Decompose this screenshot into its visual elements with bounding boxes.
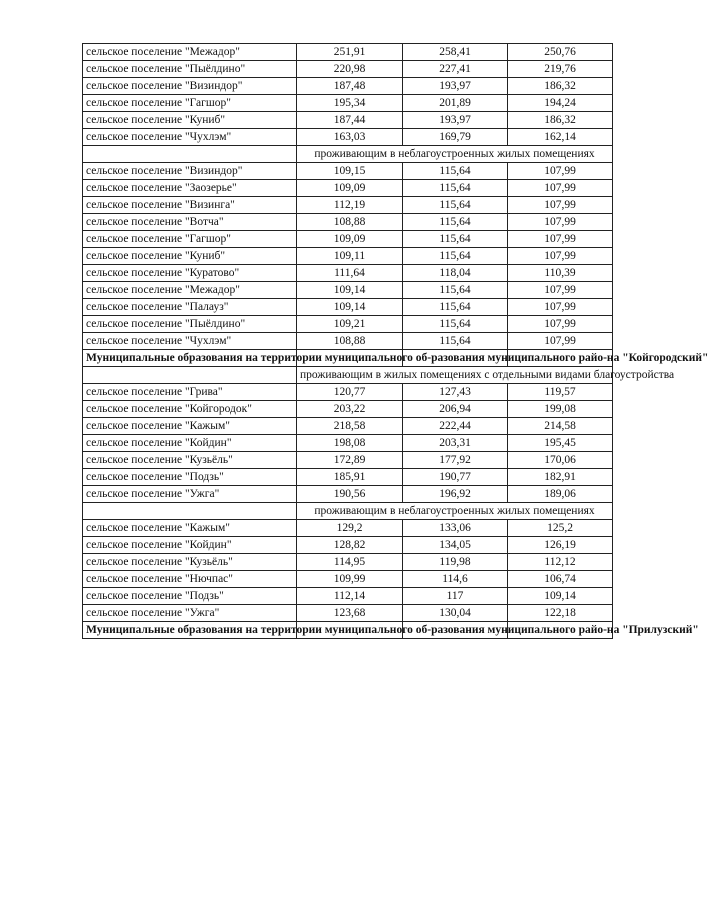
table-row: [83, 129, 613, 146]
settlement-name: сельское поселение "Подзь": [83, 588, 297, 605]
table-row: [83, 78, 613, 95]
value-cell: 115,64: [403, 180, 508, 197]
value-cell: 190,56: [297, 486, 403, 503]
value-cell: 186,32: [508, 112, 613, 129]
value-cell: 109,21: [297, 316, 403, 333]
value-cell: 107,99: [508, 333, 613, 350]
empty-cell: [83, 146, 297, 163]
table-row: [83, 197, 613, 214]
table-row: [83, 605, 613, 622]
table-row: [83, 554, 613, 571]
table-row: [83, 401, 613, 418]
value-cell: 258,41: [403, 44, 508, 61]
value-cell: 107,99: [508, 316, 613, 333]
value-cell: 186,32: [508, 78, 613, 95]
value-cell: 118,04: [403, 265, 508, 282]
table-row: [83, 384, 613, 401]
value-cell: 107,99: [508, 231, 613, 248]
settlement-name: сельское поселение "Грива": [83, 384, 297, 401]
settlement-name: сельское поселение "Межадор": [83, 282, 297, 299]
value-cell: 115,64: [403, 248, 508, 265]
subheader-row: [83, 146, 613, 163]
table-row: [83, 248, 613, 265]
value-cell: 172,89: [297, 452, 403, 469]
value-cell: 119,57: [508, 384, 613, 401]
table-row: [83, 588, 613, 605]
value-cell: 115,64: [403, 333, 508, 350]
settlement-name: сельское поселение "Визинга": [83, 197, 297, 214]
value-cell: 114,6: [403, 571, 508, 588]
value-cell: 129,2: [297, 520, 403, 537]
settlement-name: сельское поселение "Подзь": [83, 469, 297, 486]
value-cell: 187,44: [297, 112, 403, 129]
value-cell: 110,39: [508, 265, 613, 282]
value-cell: 119,98: [403, 554, 508, 571]
value-cell: 115,64: [403, 231, 508, 248]
value-cell: 111,64: [297, 265, 403, 282]
value-cell: 127,43: [403, 384, 508, 401]
value-cell: 206,94: [403, 401, 508, 418]
settlement-name: сельское поселение "Нючпас": [83, 571, 297, 588]
settlement-name: сельское поселение "Койдин": [83, 537, 297, 554]
value-cell: 193,97: [403, 78, 508, 95]
table-row: [83, 469, 613, 486]
settlement-name: сельское поселение "Палауз": [83, 299, 297, 316]
table-row: [83, 520, 613, 537]
value-cell: 203,31: [403, 435, 508, 452]
table-row: [83, 163, 613, 180]
value-cell: 115,64: [403, 197, 508, 214]
value-cell: 250,76: [508, 44, 613, 61]
value-cell: 195,45: [508, 435, 613, 452]
table-row: [83, 333, 613, 350]
value-cell: 199,08: [508, 401, 613, 418]
value-cell: 198,08: [297, 435, 403, 452]
value-cell: 251,91: [297, 44, 403, 61]
value-cell: 106,74: [508, 571, 613, 588]
value-cell: 195,34: [297, 95, 403, 112]
table-row: [83, 61, 613, 78]
value-cell: 112,19: [297, 197, 403, 214]
value-cell: 109,14: [297, 282, 403, 299]
value-cell: 112,12: [508, 554, 613, 571]
table-row: [83, 435, 613, 452]
value-cell: 130,04: [403, 605, 508, 622]
subheader-row: [83, 367, 613, 384]
settlement-name: сельское поселение "Гагшор": [83, 95, 297, 112]
value-cell: 112,14: [297, 588, 403, 605]
value-cell: 109,14: [508, 588, 613, 605]
value-cell: 120,77: [297, 384, 403, 401]
value-cell: 123,68: [297, 605, 403, 622]
settlement-name: сельское поселение "Кузьёль": [83, 452, 297, 469]
value-cell: 109,11: [297, 248, 403, 265]
municipality-heading: Муниципальные образования на территории муниципального об-разования муниципального райо-на "Прилузский": [83, 622, 297, 639]
table-row: [83, 95, 613, 112]
value-cell: 107,99: [508, 282, 613, 299]
value-cell: 107,99: [508, 214, 613, 231]
value-cell: 126,19: [508, 537, 613, 554]
value-cell: 107,99: [508, 180, 613, 197]
value-cell: 125,2: [508, 520, 613, 537]
settlement-name: сельское поселение "Вотча": [83, 214, 297, 231]
value-cell: 190,77: [403, 469, 508, 486]
category-subheader: проживающим в неблагоустроенных жилых помещениях: [297, 146, 613, 163]
table-row: [83, 299, 613, 316]
tariff-table: [82, 43, 708, 639]
settlement-name: сельское поселение "Межадор": [83, 44, 297, 61]
table-row: [83, 180, 613, 197]
table-row: [83, 316, 613, 333]
value-cell: 134,05: [403, 537, 508, 554]
settlement-name: сельское поселение "Ужга": [83, 605, 297, 622]
value-cell: 189,06: [508, 486, 613, 503]
tariff-table-body: [83, 44, 708, 639]
value-cell: 115,64: [403, 214, 508, 231]
settlement-name: сельское поселение "Чухлэм": [83, 333, 297, 350]
value-cell: 222,44: [403, 418, 508, 435]
value-cell: 117: [403, 588, 508, 605]
table-row: [83, 486, 613, 503]
value-cell: 115,64: [403, 282, 508, 299]
settlement-name: сельское поселение "Визиндор": [83, 163, 297, 180]
table-row: [83, 452, 613, 469]
value-cell: 115,64: [403, 163, 508, 180]
settlement-name: сельское поселение "Пыёлдино": [83, 61, 297, 78]
value-cell: 115,64: [403, 316, 508, 333]
subheader-row: [83, 503, 613, 520]
settlement-name: сельское поселение "Койгородок": [83, 401, 297, 418]
value-cell: 214,58: [508, 418, 613, 435]
municipality-row: [83, 350, 613, 367]
value-cell: 201,89: [403, 95, 508, 112]
value-cell: 194,24: [508, 95, 613, 112]
settlement-name: сельское поселение "Заозерье": [83, 180, 297, 197]
value-cell: 193,97: [403, 112, 508, 129]
value-cell: 108,88: [297, 214, 403, 231]
table-row: [83, 44, 613, 61]
empty-cell: [83, 503, 297, 520]
category-subheader: проживающим в неблагоустроенных жилых помещениях: [297, 503, 613, 520]
value-cell: 114,95: [297, 554, 403, 571]
value-cell: 109,99: [297, 571, 403, 588]
value-cell: 133,06: [403, 520, 508, 537]
value-cell: 162,14: [508, 129, 613, 146]
value-cell: 227,41: [403, 61, 508, 78]
table-row: [83, 214, 613, 231]
settlement-name: сельское поселение "Кажым": [83, 520, 297, 537]
settlement-name: сельское поселение "Кузьёль": [83, 554, 297, 571]
settlement-name: сельское поселение "Койдин": [83, 435, 297, 452]
table-row: [83, 231, 613, 248]
value-cell: 128,82: [297, 537, 403, 554]
municipality-heading: Муниципальные образования на территории муниципального об-разования муниципального райо-на "Койгородский": [83, 350, 297, 367]
settlement-name: сельское поселение "Куниб": [83, 112, 297, 129]
table-row: [83, 282, 613, 299]
value-cell: 163,03: [297, 129, 403, 146]
settlement-name: сельское поселение "Визиндор": [83, 78, 297, 95]
value-cell: 196,92: [403, 486, 508, 503]
value-cell: 169,79: [403, 129, 508, 146]
table-row: [83, 418, 613, 435]
table-row: [83, 537, 613, 554]
value-cell: 187,48: [297, 78, 403, 95]
table-row: [83, 571, 613, 588]
value-cell: 108,88: [297, 333, 403, 350]
value-cell: 109,09: [297, 231, 403, 248]
value-cell: 107,99: [508, 163, 613, 180]
value-cell: 109,09: [297, 180, 403, 197]
value-cell: 122,18: [508, 605, 613, 622]
value-cell: 185,91: [297, 469, 403, 486]
value-cell: 177,92: [403, 452, 508, 469]
table-row: [83, 112, 613, 129]
value-cell: 218,58: [297, 418, 403, 435]
value-cell: 109,14: [297, 299, 403, 316]
value-cell: 107,99: [508, 197, 613, 214]
value-cell: 107,99: [508, 248, 613, 265]
table-row: [83, 265, 613, 282]
settlement-name: сельское поселение "Кажым": [83, 418, 297, 435]
municipality-row: [83, 622, 613, 639]
settlement-name: сельское поселение "Ужга": [83, 486, 297, 503]
settlement-name: сельское поселение "Чухлэм": [83, 129, 297, 146]
value-cell: 219,76: [508, 61, 613, 78]
value-cell: 203,22: [297, 401, 403, 418]
settlement-name: сельское поселение "Гагшор": [83, 231, 297, 248]
value-cell: 109,15: [297, 163, 403, 180]
value-cell: 107,99: [508, 299, 613, 316]
value-cell: 115,64: [403, 299, 508, 316]
value-cell: 220,98: [297, 61, 403, 78]
empty-cell: [83, 367, 297, 384]
settlement-name: сельское поселение "Пыёлдино": [83, 316, 297, 333]
settlement-name: сельское поселение "Куниб": [83, 248, 297, 265]
settlement-name: сельское поселение "Куратово": [83, 265, 297, 282]
value-cell: 182,91: [508, 469, 613, 486]
value-cell: 170,06: [508, 452, 613, 469]
category-subheader: проживающим в жилых помещениях с отдельными видами благоустройства: [297, 367, 613, 384]
